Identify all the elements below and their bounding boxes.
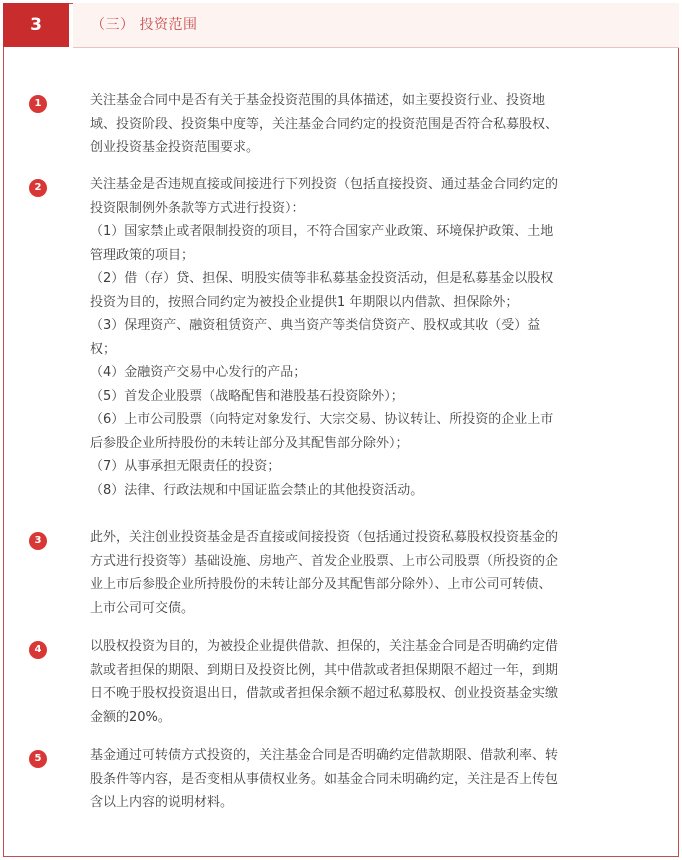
item-number-badge: 1 <box>29 95 47 113</box>
item-text-line: 含以上内容的说明材料。 <box>90 795 234 810</box>
item-text-line: 关注基金是否违规直接或间接进行下列投资（包括直接投资、通过基金合同约定的 <box>90 177 559 192</box>
section-number: 3 <box>3 3 69 47</box>
item-text-line: （7）从事承担无限责任的投资； <box>90 459 281 474</box>
item-text-line: （1）国家禁止或者限制投资的项目，不符合国家产业政策、环境保护政策、土地 <box>90 224 554 239</box>
item-text-line: 管理政策的项目； <box>90 247 195 263</box>
item-text-line: 日不晚于股权投资退出日，借款或者担保余额不超过私募股权、创业投资基金实缴 <box>90 686 559 701</box>
section-title-bar <box>73 3 679 48</box>
item-text-line: （2）借（存）贷、担保、明股实债等非私募基金投资活动，但是私募基金以股权 <box>90 271 554 286</box>
item-number-badge: 4 <box>29 641 47 659</box>
item-text-line: 业上市后参股企业所持股份的未转让部分及其配售部分除外）、上市公司可转债、 <box>90 577 552 592</box>
item-number-badge: 2 <box>29 179 47 197</box>
item-number-badge: 5 <box>29 750 47 768</box>
item-text-line: 关注基金合同中是否有关于基金投资范围的具体描述，如主要投资行业、投资地 <box>90 93 546 108</box>
item-number-badge: 3 <box>29 532 47 550</box>
section-header <box>3 3 679 47</box>
item-text-line: 域、投资阶段、投资集中度等，关注基金合同约定的投资范围是否符合私募股权、 <box>90 116 559 132</box>
item-text <box>90 744 660 815</box>
item-text-line: 此外，关注创业投资基金是否直接或间接投资（包括通过投资私募股权投资基金的 <box>90 530 559 545</box>
item-text-line: 创业投资基金投资范围要求。 <box>90 140 260 155</box>
item-text <box>90 173 660 502</box>
item-text-line: （6）上市公司股票（向特定对象发行、大宗交易、协议转让、所投资的企业上市 <box>90 412 554 427</box>
item-text-line: 股条件等内容，是否变相从事债权业务。如基金合同未明确约定，关注是否上传包 <box>90 771 559 787</box>
item-text <box>90 635 660 729</box>
item-text <box>90 89 660 160</box>
item-text-line: 金额的20%。 <box>90 709 171 725</box>
item-text-line: （4）金融资产交易中心发行的产品； <box>90 365 307 380</box>
item-text-line: 投资限制例外条款等方式进行投资）： <box>90 200 305 216</box>
section-title: （三） 投资范围 <box>91 17 198 33</box>
item-text-line: （8）法律、行政法规和中国证监会禁止的其他投资活动。 <box>90 482 424 498</box>
item-text-line: 后参股企业所持股份的未转让部分及其配售部分除外）； <box>90 435 409 451</box>
item-text-line: （5）首发企业股票（战略配售和港股基石投资除外）； <box>90 388 404 404</box>
item-text-line: 方式进行投资等）基础设施、房地产、首发企业股票、上市公司股票（所投资的企 <box>90 553 559 569</box>
item-text-line: 款或者担保的期限、到期日及投资比例，其中借款或者担保期限不超过一年，到期 <box>90 662 559 678</box>
item-text-line: 投资为目的，按照合同约定为被投企业提供1 年期限以内借款、担保除外； <box>90 294 519 310</box>
item-text <box>90 526 660 620</box>
item-text-line: （3）保理资产、融资租赁资产、典当资产等类信贷资产、股权或其收（受）益 <box>90 318 541 333</box>
item-text-line: 权； <box>90 341 117 357</box>
item-text-line: 基金通过可转债方式投资的，关注基金合同是否明确约定借款期限、借款利率、转 <box>90 748 559 763</box>
item-text-line: 以股权投资为目的，为被投企业提供借款、担保的，关注基金合同是否明确约定借 <box>90 639 559 654</box>
item-text-line: 上市公司可交债。 <box>90 600 195 616</box>
